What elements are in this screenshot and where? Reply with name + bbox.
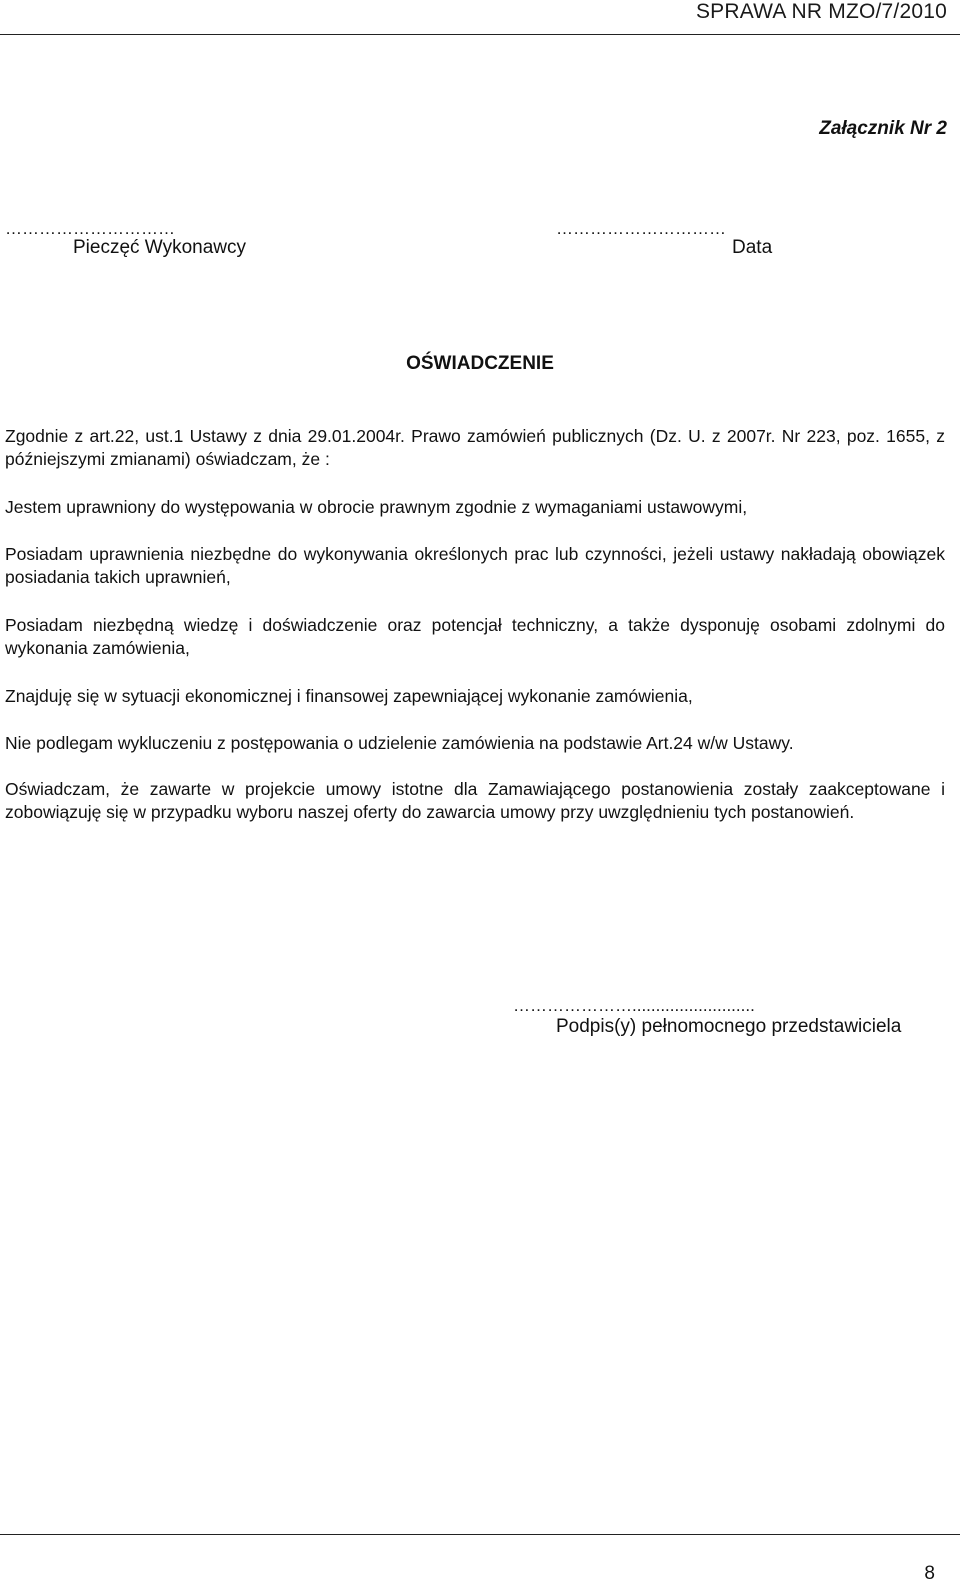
- statement-paragraph: Posiadam uprawnienia niezbędne do wykonywania określonych prac lub czynności, jeżeli ustawy nakładają obowiązek posiadania takich uprawnień,: [5, 544, 945, 587]
- stamp-label: Pieczęć Wykonawcy: [73, 237, 246, 258]
- stamp-dots: …………………………: [5, 219, 175, 238]
- statement-paragraph: Jestem uprawniony do występowania w obrocie prawnym zgodnie z wymaganiami ustawowymi,: [5, 497, 748, 517]
- header-case-number: SPRAWA NR MZO/7/2010: [695, 0, 947, 23]
- signature-dots: …………………..........................: [513, 996, 755, 1015]
- document-title: OŚWIADCZENIE: [406, 353, 554, 374]
- declaration-paragraph: Oświadczam, że zawarte w projekcie umowy istotne dla Zamawiającego postanowienia zostały zaakceptowane i zobowiązuję się w przypadku wyboru naszej oferty do zawarcia umowy przy uwzględnieniu tych postanowień.: [5, 779, 945, 822]
- statement-paragraph: Posiadam niezbędną wiedzę i doświadczenie oraz potencjał techniczny, a także dysponuję osobami zdolnymi do wykonania zamówienia,: [5, 615, 945, 658]
- intro-paragraph: Zgodnie z art.22, ust.1 Ustawy z dnia 29.01.2004r. Prawo zamówień publicznych (Dz. U. z 2007r. Nr 223, poz. 1655, z późniejszymi zmianami) oświadczam, że :: [5, 426, 945, 469]
- statement-paragraph: Nie podlegam wykluczeniu z postępowania o udzielenie zamówienia na podstawie Art.24 w/w Ustawy.: [5, 733, 794, 753]
- header-divider: [0, 34, 960, 35]
- attachment-label: Załącznik Nr 2: [819, 118, 947, 139]
- date-label: Data: [732, 237, 773, 258]
- date-dots: …………………………: [556, 219, 726, 238]
- page-number: 8: [924, 1563, 935, 1584]
- footer-divider: [0, 1534, 960, 1535]
- signature-label: Podpis(y) pełnomocnego przedstawiciela: [556, 1016, 902, 1037]
- statement-paragraph: Znajduję się w sytuacji ekonomicznej i finansowej zapewniającej wykonanie zamówienia,: [5, 686, 693, 706]
